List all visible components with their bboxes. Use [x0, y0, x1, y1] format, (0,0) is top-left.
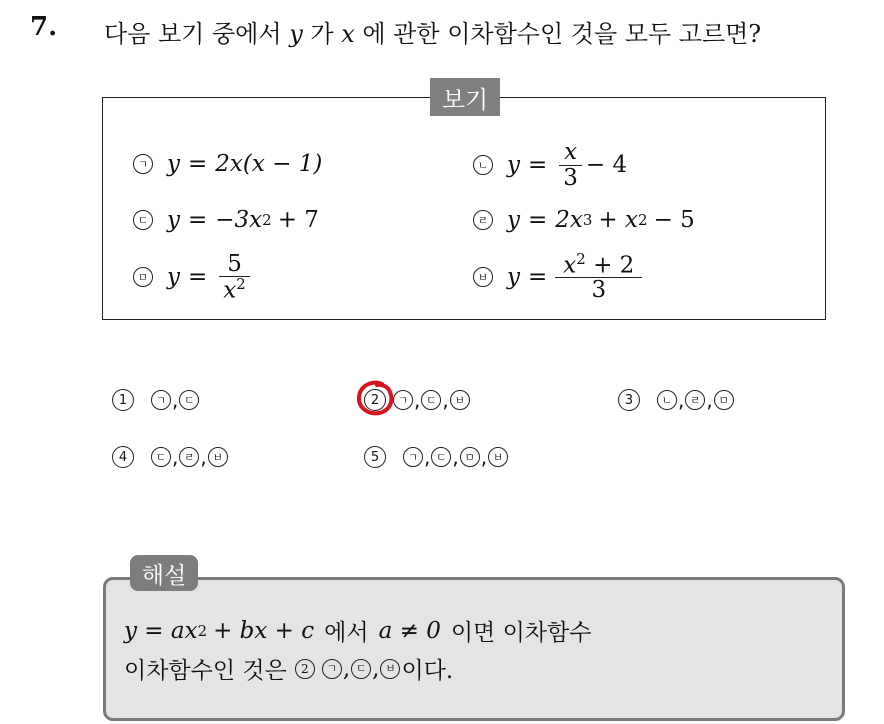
bogi-frac-6: [559, 249, 638, 304]
choice-2-item-2: ㄷ: [421, 390, 441, 410]
bogi-label-1: ㄱ: [133, 154, 153, 174]
choice-4-sep-2: ,: [200, 445, 207, 469]
solution-text-2: 이면 이차함수: [450, 620, 592, 646]
bogi-frac-5: [219, 252, 250, 303]
choice-4-item-1: ㄷ: [151, 447, 171, 467]
bogi-rhs-a-4: 2x: [555, 207, 583, 233]
bogi-label-5: ㅁ: [133, 267, 153, 287]
bogi-frac-num-5: 5: [227, 250, 242, 277]
bogi-rhs-b-4: + x: [598, 207, 638, 233]
choice-num-2: 2: [364, 389, 386, 411]
bogi-item-5: [132, 248, 254, 306]
bogi-item-2: [472, 137, 627, 193]
choice-3-item-2: ㄹ: [685, 390, 705, 410]
question-prefix: 다음 보기 중에서: [104, 20, 282, 48]
bogi-tag: 보기: [430, 78, 500, 116]
bogi-item-4: [472, 200, 695, 240]
choice-num-1: 1: [112, 389, 134, 411]
choice-2-sep-2: ,: [442, 388, 449, 412]
choice-3-item-3: ㅁ: [714, 390, 734, 410]
question-number: 7.: [30, 12, 58, 42]
choice-items-3: [656, 388, 735, 412]
bogi-frac-den-exp-5: 2: [236, 274, 246, 293]
solution-item-2: ㄷ: [351, 659, 371, 679]
bogi-rhs-a-3: −3x: [215, 207, 263, 233]
solution-tag: 해설: [130, 555, 198, 591]
solution-line-2: 이차함수인 것은 2 ㄱ , ㄷ , ㅂ 이다.: [124, 652, 453, 685]
choice-5-sep-1: ,: [424, 445, 431, 469]
bogi-rhs-b-3: + 7: [277, 207, 319, 233]
question-var-x: x: [341, 20, 355, 48]
choice-1-item-2: ㄷ: [179, 390, 199, 410]
bogi-frac-num-6: [559, 249, 638, 279]
choice-items-1: [150, 388, 200, 412]
bogi-frac-num-2: x: [564, 139, 578, 166]
choice-5-sep-2: ,: [452, 445, 459, 469]
choice-items-2: [392, 388, 471, 412]
bogi-rhs-1: 2x(x − 1): [215, 151, 323, 177]
bogi-lhs-6: y: [507, 264, 520, 290]
bogi-eq-3: =: [188, 207, 208, 233]
bogi-frac-num-tail-6: + 2: [593, 252, 635, 279]
bogi-eq-4: =: [528, 207, 548, 233]
bogi-exp2-4: 2: [637, 211, 648, 229]
bogi-label-2: ㄴ: [473, 155, 493, 175]
bogi-item-3: [132, 200, 319, 240]
choice-4-item-3: ㅂ: [208, 447, 228, 467]
bogi-label-4: ㄹ: [473, 210, 493, 230]
bogi-lhs-4: y: [507, 207, 520, 233]
bogi-eq-2: =: [528, 152, 548, 178]
solution-line-1: [124, 614, 591, 647]
choice-5[interactable]: [364, 445, 509, 469]
choice-2-item-1: ㄱ: [393, 390, 413, 410]
choice-3[interactable]: [618, 388, 735, 412]
choice-num-3: 3: [618, 389, 640, 411]
solution-formula-a: y = ax: [124, 617, 198, 644]
choice-items-5: [402, 445, 509, 469]
bogi-exp-3: 2: [262, 211, 272, 229]
bogi-tail-2: − 4: [585, 152, 628, 178]
question-text: [104, 14, 761, 49]
choice-1[interactable]: [112, 388, 200, 412]
solution-choice-num: 2: [295, 659, 315, 679]
bogi-frac-den-6: 3: [555, 277, 642, 302]
solution-line2-end: 이다.: [401, 658, 454, 684]
choice-3-sep-2: ,: [706, 388, 713, 412]
solution-item-1: ㄱ: [322, 659, 342, 679]
bogi-frac-2: [559, 140, 582, 189]
solution-text-1: 에서: [324, 620, 369, 646]
choice-num-5: 5: [364, 446, 386, 468]
bogi-exp1-4: 3: [582, 211, 593, 229]
bogi-rhs-c-4: − 5: [653, 207, 695, 233]
bogi-label-3: ㄷ: [133, 210, 153, 230]
bogi-lhs-1: y: [167, 151, 180, 177]
choice-3-sep-1: ,: [678, 388, 685, 412]
choice-1-sep-1: ,: [172, 388, 179, 412]
question-suffix: 에 관한 이차함수인 것을 모두 고르면?: [362, 20, 762, 48]
bogi-label-6: ㅂ: [473, 267, 493, 287]
choice-1-item-1: ㄱ: [151, 390, 171, 410]
bogi-frac-den-base-5: x: [223, 277, 237, 304]
bogi-eq-6: =: [528, 264, 548, 290]
choice-5-item-2: ㄷ: [431, 447, 451, 467]
choice-4-sep-1: ,: [172, 445, 179, 469]
choice-5-item-3: ㅁ: [460, 447, 480, 467]
bogi-eq-5: =: [188, 264, 208, 290]
choice-4-item-2: ㄹ: [179, 447, 199, 467]
solution-formula-b: + bx + c: [213, 617, 315, 644]
bogi-item-1: [132, 144, 322, 184]
bogi-frac-den-5: [219, 276, 250, 303]
solution-item-3: ㅂ: [380, 659, 400, 679]
choice-4[interactable]: [112, 445, 229, 469]
solution-box: [103, 577, 845, 721]
choice-items-4: [150, 445, 229, 469]
solution-condition: a ≠ 0: [378, 617, 441, 644]
bogi-lhs-3: y: [167, 207, 180, 233]
choice-5-sep-3: ,: [480, 445, 488, 469]
choice-5-item-4: ㅂ: [488, 447, 508, 467]
choice-3-item-1: ㄴ: [657, 390, 677, 410]
choice-5-item-1: ㄱ: [403, 447, 423, 467]
question-var-y: y: [289, 20, 303, 48]
bogi-eq-1: =: [188, 151, 208, 177]
bogi-lhs-5: y: [167, 264, 180, 290]
bogi-frac-den-2: 3: [559, 165, 582, 190]
solution-formula-exp: 2: [197, 621, 208, 640]
choice-2-item-3: ㅂ: [450, 390, 470, 410]
bogi-item-6: [472, 248, 642, 306]
choice-num-4: 4: [112, 446, 134, 468]
choice-2-sep-1: ,: [414, 388, 421, 412]
solution-line2-text: 이차함수인 것은: [124, 658, 287, 684]
question-middle: 가: [310, 20, 334, 48]
selected-answer-mark: [355, 378, 397, 418]
bogi-lhs-2: y: [507, 152, 520, 178]
bogi-frac-num-exp-6: 2: [576, 249, 586, 268]
bogi-frac-num-base-6: x: [563, 252, 577, 279]
